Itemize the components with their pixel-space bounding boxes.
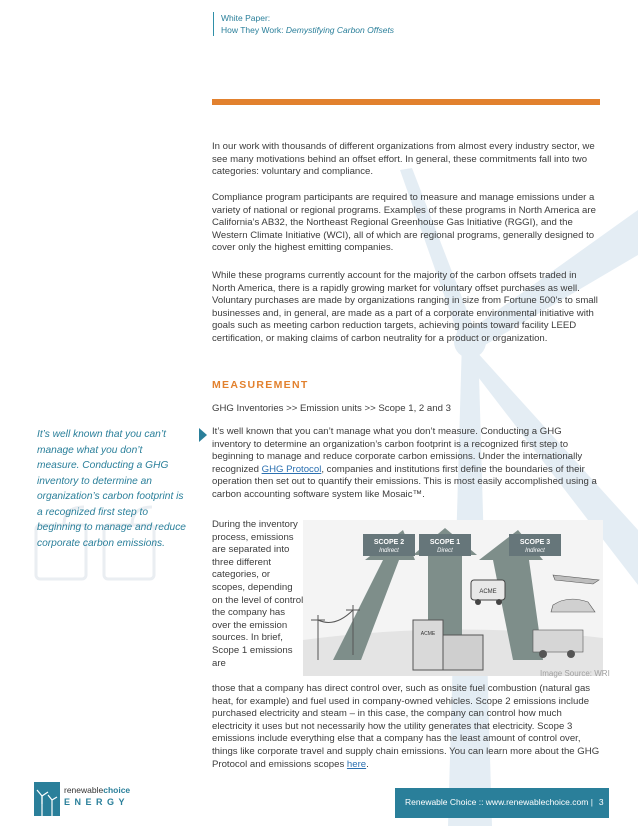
emission-scopes-diagram xyxy=(303,520,603,676)
pullquote-arrow-icon xyxy=(199,428,207,442)
logo-wordmark xyxy=(64,785,130,795)
scope3-title: SCOPE 3 xyxy=(519,539,551,546)
p6-text-b: . xyxy=(366,758,369,770)
paragraph-scopes-detail-text xyxy=(212,683,602,771)
paragraph-measurement xyxy=(212,426,602,502)
header-subtitle-prefix: How They Work: xyxy=(221,25,286,35)
logo-word-renewable: renewable xyxy=(64,785,104,795)
van-label: ACME xyxy=(479,589,497,595)
paragraph-intro-text: In our work with thousands of different organizations from almost every industry sector, we see many motivations behind an offset effort. In general, these commitments fall into two categories: voluntary and compliance. xyxy=(212,141,595,178)
page-number: 3 xyxy=(598,797,604,807)
logo-word-choice: choice xyxy=(103,785,131,795)
paragraph-measurement-text xyxy=(212,426,602,502)
scope1-title: SCOPE 1 xyxy=(429,539,461,546)
footer-separator: | xyxy=(590,797,593,807)
paragraph-scopes-intro xyxy=(212,519,304,670)
header-subtitle xyxy=(221,24,394,36)
p6-text-a: those that a company has direct control over, such as onsite fuel combustion (natural gas heat, for example) and fuel used in company-owned vehicles. Scope 2 emissions include purchased electricity and steam – in this case, the company can control how much electricity it uses but not necessarily how the utility generates that electricity. Scope 3 emissions include everything else that a company has the least amount of control over, things like corporate travel and supply chain emissions. You can learn more about the GHG Protocol and emissions scopes xyxy=(212,683,600,770)
header-title: White Paper: xyxy=(221,13,271,23)
section-heading: MEASUREMENT xyxy=(212,379,309,391)
document-header xyxy=(213,12,394,36)
building-label: ACME xyxy=(420,631,436,637)
footer-website: Renewable Choice :: www.renewablechoice.com xyxy=(405,797,589,807)
p4-text-a: It’s well known that you can’t manage what you don’t measure. Conducting a GHG inventory to determine an organization’s carbon footprint is a recognized first step to beginning to manage and reduce corporate carbon emissions. Under the internationally recognized xyxy=(212,426,583,475)
paragraph-intro xyxy=(212,141,602,179)
header-subtitle-italic: Demystifying Carbon Offsets xyxy=(285,25,395,35)
scope2-title: SCOPE 2 xyxy=(373,539,405,546)
paragraph-compliance-text: Compliance program participants are required to measure and manage emissions under a variety of national or regional programs. Examples of these programs in North America are California’s AB32, the Northeast Regional Greenhouse Gas Initiative (RGGI), and the Western Climate Initiative (WCI), all of which are regional programs, generally designed to cover only the highest emitting companies. xyxy=(212,192,596,254)
ghg-breadcrumb: GHG Inventories >> Emission units >> Scope 1, 2 and 3 xyxy=(212,403,451,414)
scope1-sub: Direct xyxy=(437,548,453,554)
orange-divider xyxy=(212,99,600,105)
logo-energy: ENERGY xyxy=(64,797,130,807)
paragraph-scopes-intro-text: During the inventory process, emissions are separated into three different categories, or scopes, depending on the level of control the company has over the emission sources. In brief, Scope 1 emissions are xyxy=(212,519,304,669)
p4-text-b: , companies and institutions first define the boundaries of their operation then set out to quantify their emissions. This is most easily accomplished using a carbon accounting software system like Mosaic™. xyxy=(212,463,597,500)
paragraph-voluntary-text: While these programs currently account for the majority of the carbon offsets traded in North America, there is a rapidly growing market for voluntary offset purchases as well. Voluntary purchases are made by organizations ranging in size from Fortune 500’s to small businesses and, in general, are made as a part of a corporate environmental initiative with goals such as meeting carbon reduction targets, achieving points toward facility LEED certification, or making claims of carbon neutrality for a product or organization. xyxy=(212,270,598,344)
paragraph-scopes-detail xyxy=(212,683,602,771)
footer-text xyxy=(405,797,604,807)
paragraph-compliance xyxy=(212,192,602,255)
ghg-protocol-link[interactable]: GHG Protocol xyxy=(261,463,322,475)
scope2-sub: Indirect xyxy=(379,548,399,554)
scope3-sub: Indirect xyxy=(525,548,545,554)
paragraph-voluntary xyxy=(212,270,602,346)
image-caption: Image Source: WRI xyxy=(540,669,610,678)
scopes-here-link[interactable]: here xyxy=(346,758,367,770)
pullquote: It’s well known that you can’t manage what you don’t measure. Conducting a GHG inventory to determine an organization’s carbon footprint is a recognized first step to beginning to manage and reduce corporate carbon emissions. xyxy=(37,429,186,549)
